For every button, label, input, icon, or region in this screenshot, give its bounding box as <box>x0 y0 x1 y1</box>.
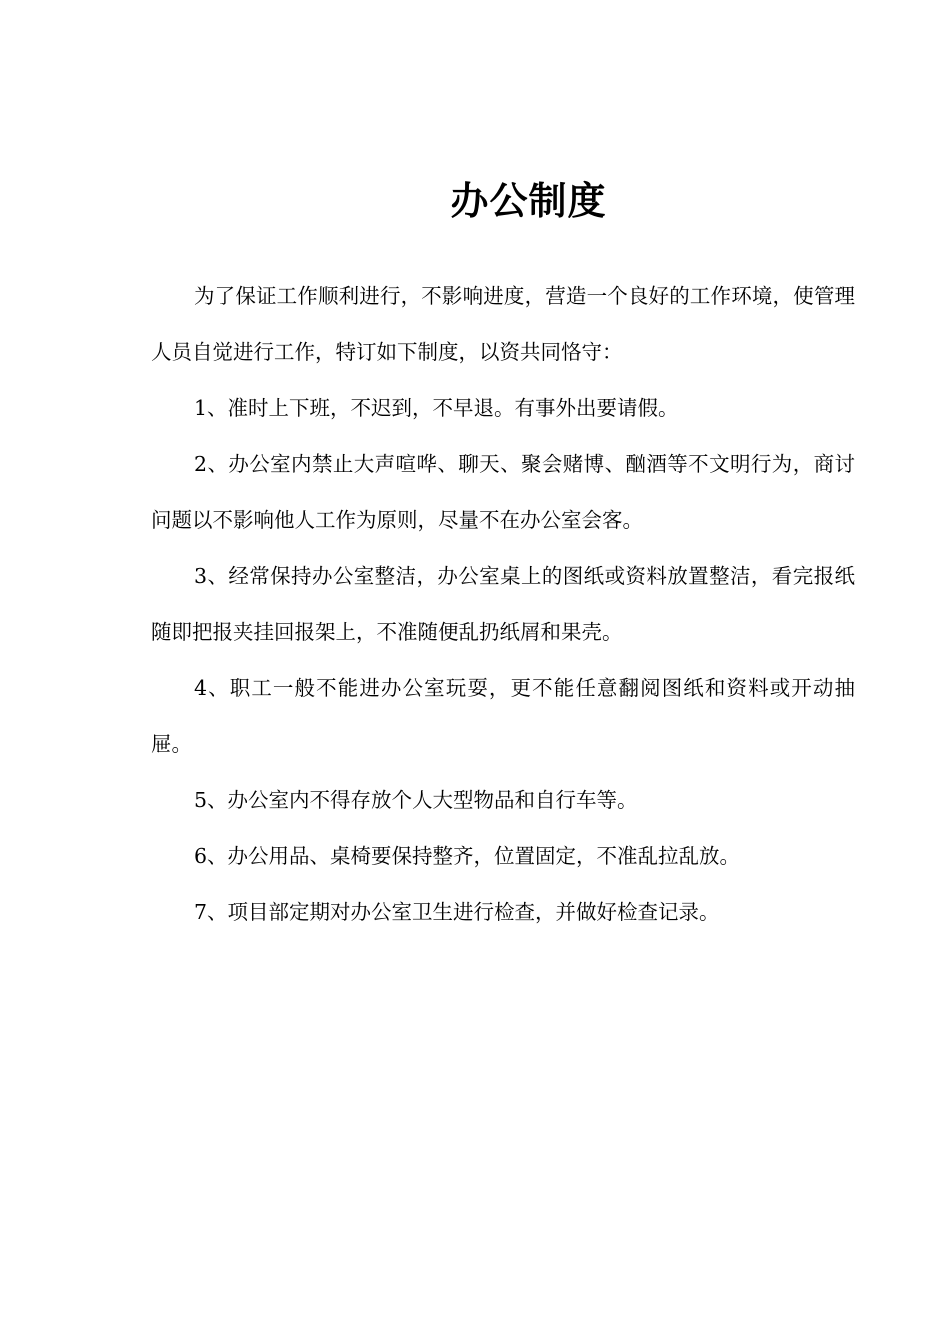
rule-7: 7、项目部定期对办公室卫生进行检查，并做好检查记录。 <box>194 900 720 924</box>
rule-4: 4、职工一般不能进办公室玩耍，更不能任意翻阅图纸和资料或开动抽屉。 <box>151 676 855 756</box>
rule-5: 5、办公室内不得存放个人大型物品和自行车等。 <box>194 788 638 812</box>
rule-1: 1、准时上下班，不迟到，不早退。有事外出要请假。 <box>194 396 679 420</box>
rule-2: 2、办公室内禁止大声喧哗、聊天、聚会赌博、酗酒等不文明行为，商讨问题以不影响他人工作为原则，尽量不在办公室会客。 <box>151 452 855 532</box>
rule-3: 3、经常保持办公室整洁，办公室桌上的图纸或资料放置整洁，看完报纸随即把报夹挂回报架上，不准随便乱扔纸屑和果壳。 <box>151 564 855 644</box>
document-body <box>151 268 855 940</box>
document-title: 办公制度 <box>450 179 607 224</box>
intro-paragraph: 为了保证工作顺利进行，不影响进度，营造一个良好的工作环境，使管理人员自觉进行工作，特订如下制度，以资共同恪守： <box>151 284 855 364</box>
rule-6: 6、办公用品、桌椅要保持整齐，位置固定，不准乱拉乱放。 <box>194 844 741 868</box>
